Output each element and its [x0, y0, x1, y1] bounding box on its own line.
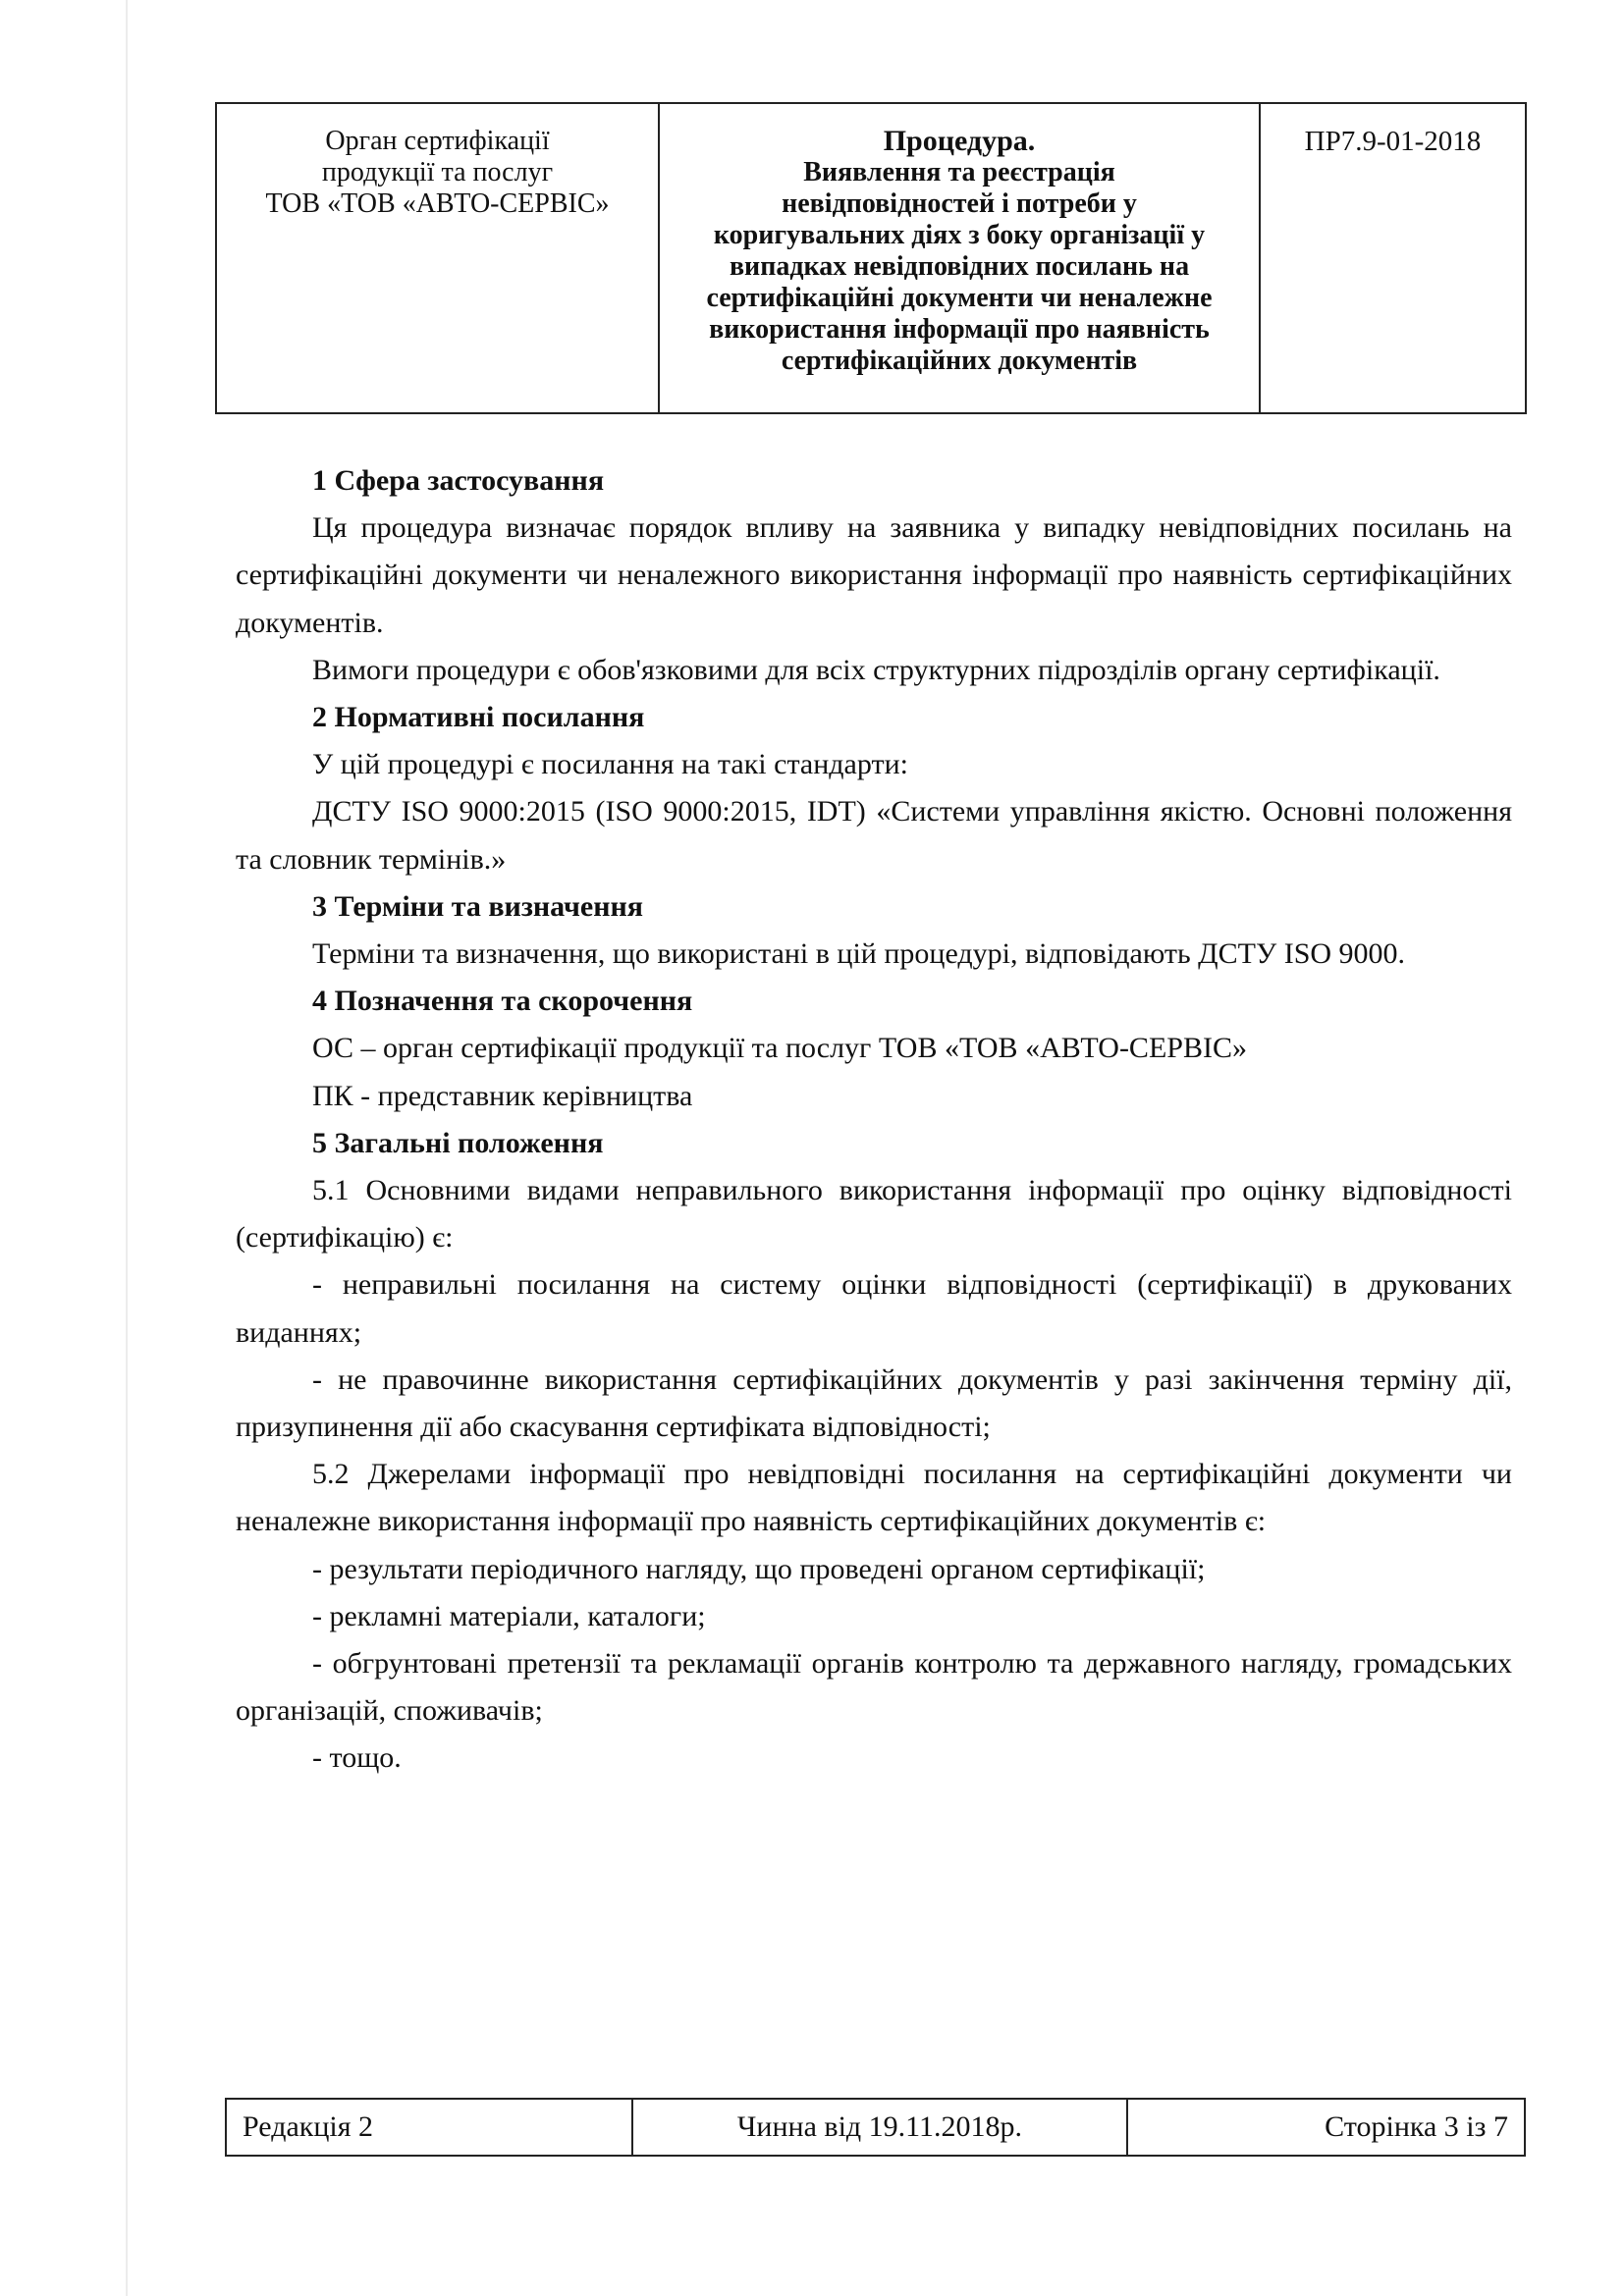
- paragraph: ПК - представник керівництва: [312, 1079, 693, 1112]
- procedure-title-cell: [659, 103, 1260, 413]
- effective-date-cell: Чинна від 19.11.2018р.: [632, 2099, 1127, 2156]
- document-body: [236, 457, 1512, 1783]
- procedure-title-line: випадках невідповідних посилань на: [729, 251, 1190, 282]
- organization-line: ТОВ «ТОВ «АВТО-СЕРВІС»: [265, 188, 610, 219]
- doc-code: ПР7.9-01-2018: [1304, 126, 1482, 157]
- page-number-cell: Сторінка 3 із 7: [1127, 2099, 1525, 2156]
- procedure-label: Процедура.: [883, 125, 1036, 157]
- paragraph: 5.1 Основними видами неправильного використання інформації про оцінку відповідності (сертифікацію) є:: [236, 1174, 1512, 1255]
- document-header-table: [215, 102, 1527, 414]
- paragraph: 5.2 Джерелами інформації про невідповідні посилання на сертифікаційні документи чи неналежне використання інформації про наявність сертифікаційних документів є:: [236, 1458, 1512, 1538]
- section-heading: 2 Нормативні посилання: [312, 701, 645, 734]
- organization-cell: [216, 103, 659, 413]
- procedure-title-line: сертифікаційних документів: [781, 346, 1138, 376]
- edition-cell: Редакція 2: [226, 2099, 632, 2156]
- paragraph: У цій процедурі є посилання на такі стандарти:: [312, 748, 908, 781]
- organization-line: продукції та послуг: [321, 157, 554, 187]
- organization-line: Орган сертифікації: [325, 126, 550, 156]
- list-item: - не правочинне використання сертифікаційних документів у разі закінчення терміну дії, призупинення дії або скасування сертифіката відповідності;: [236, 1362, 1512, 1444]
- procedure-title-line: використання інформації про наявність: [709, 314, 1210, 345]
- page-edge-line: [126, 0, 128, 2296]
- paragraph: ОС – орган сертифікації продукції та послуг ТОВ «ТОВ «АВТО-СЕРВІС»: [312, 1032, 1247, 1065]
- document-footer-table: [225, 2098, 1526, 2157]
- list-item: - обгрунтовані претензії та рекламації органів контролю та державного нагляду, громадських організацій, споживачів;: [236, 1647, 1512, 1728]
- list-item: - тощо.: [312, 1741, 402, 1775]
- list-item: - неправильні посилання на систему оцінки відповідності (сертифікації) в друкованих виданнях;: [236, 1268, 1512, 1349]
- procedure-title-line: Виявлення та реєстрація: [803, 157, 1115, 187]
- section-heading: 5 Загальні положення: [312, 1126, 604, 1159]
- list-item: - результати періодичного нагляду, що проведені органом сертифікації;: [312, 1552, 1206, 1585]
- section-heading: 3 Терміни та визначення: [312, 889, 644, 923]
- procedure-title-line: сертифікаційні документи чи неналежне: [706, 283, 1213, 313]
- paragraph: Терміни та визначення, що використані в цій процедурі, відповідають ДСТУ ISO 9000.: [312, 937, 1406, 971]
- section-heading: 1 Сфера застосування: [312, 464, 605, 497]
- paragraph: Вимоги процедури є обов'язковими для всіх структурних підрозділів органу сертифікації.: [312, 653, 1440, 686]
- procedure-title-line: коригувальних діях з боку організації у: [713, 220, 1206, 250]
- paragraph: ДСТУ ISO 9000:2015 (ISO 9000:2015, IDT) «Системи управління якістю. Основні положення та словник термінів.»: [236, 795, 1512, 876]
- paragraph: Ця процедура визначає порядок впливу на заявника у випадку невідповідних посилань на сертифікаційні документи чи неналежного використання інформації про наявність сертифікаційних документів.: [236, 511, 1512, 639]
- doc-code-cell: [1260, 103, 1526, 413]
- procedure-title-line: невідповідностей і потреби у: [782, 188, 1137, 219]
- list-item: - рекламні матеріали, каталоги;: [312, 1599, 706, 1632]
- section-heading: 4 Позначення та скорочення: [312, 985, 693, 1018]
